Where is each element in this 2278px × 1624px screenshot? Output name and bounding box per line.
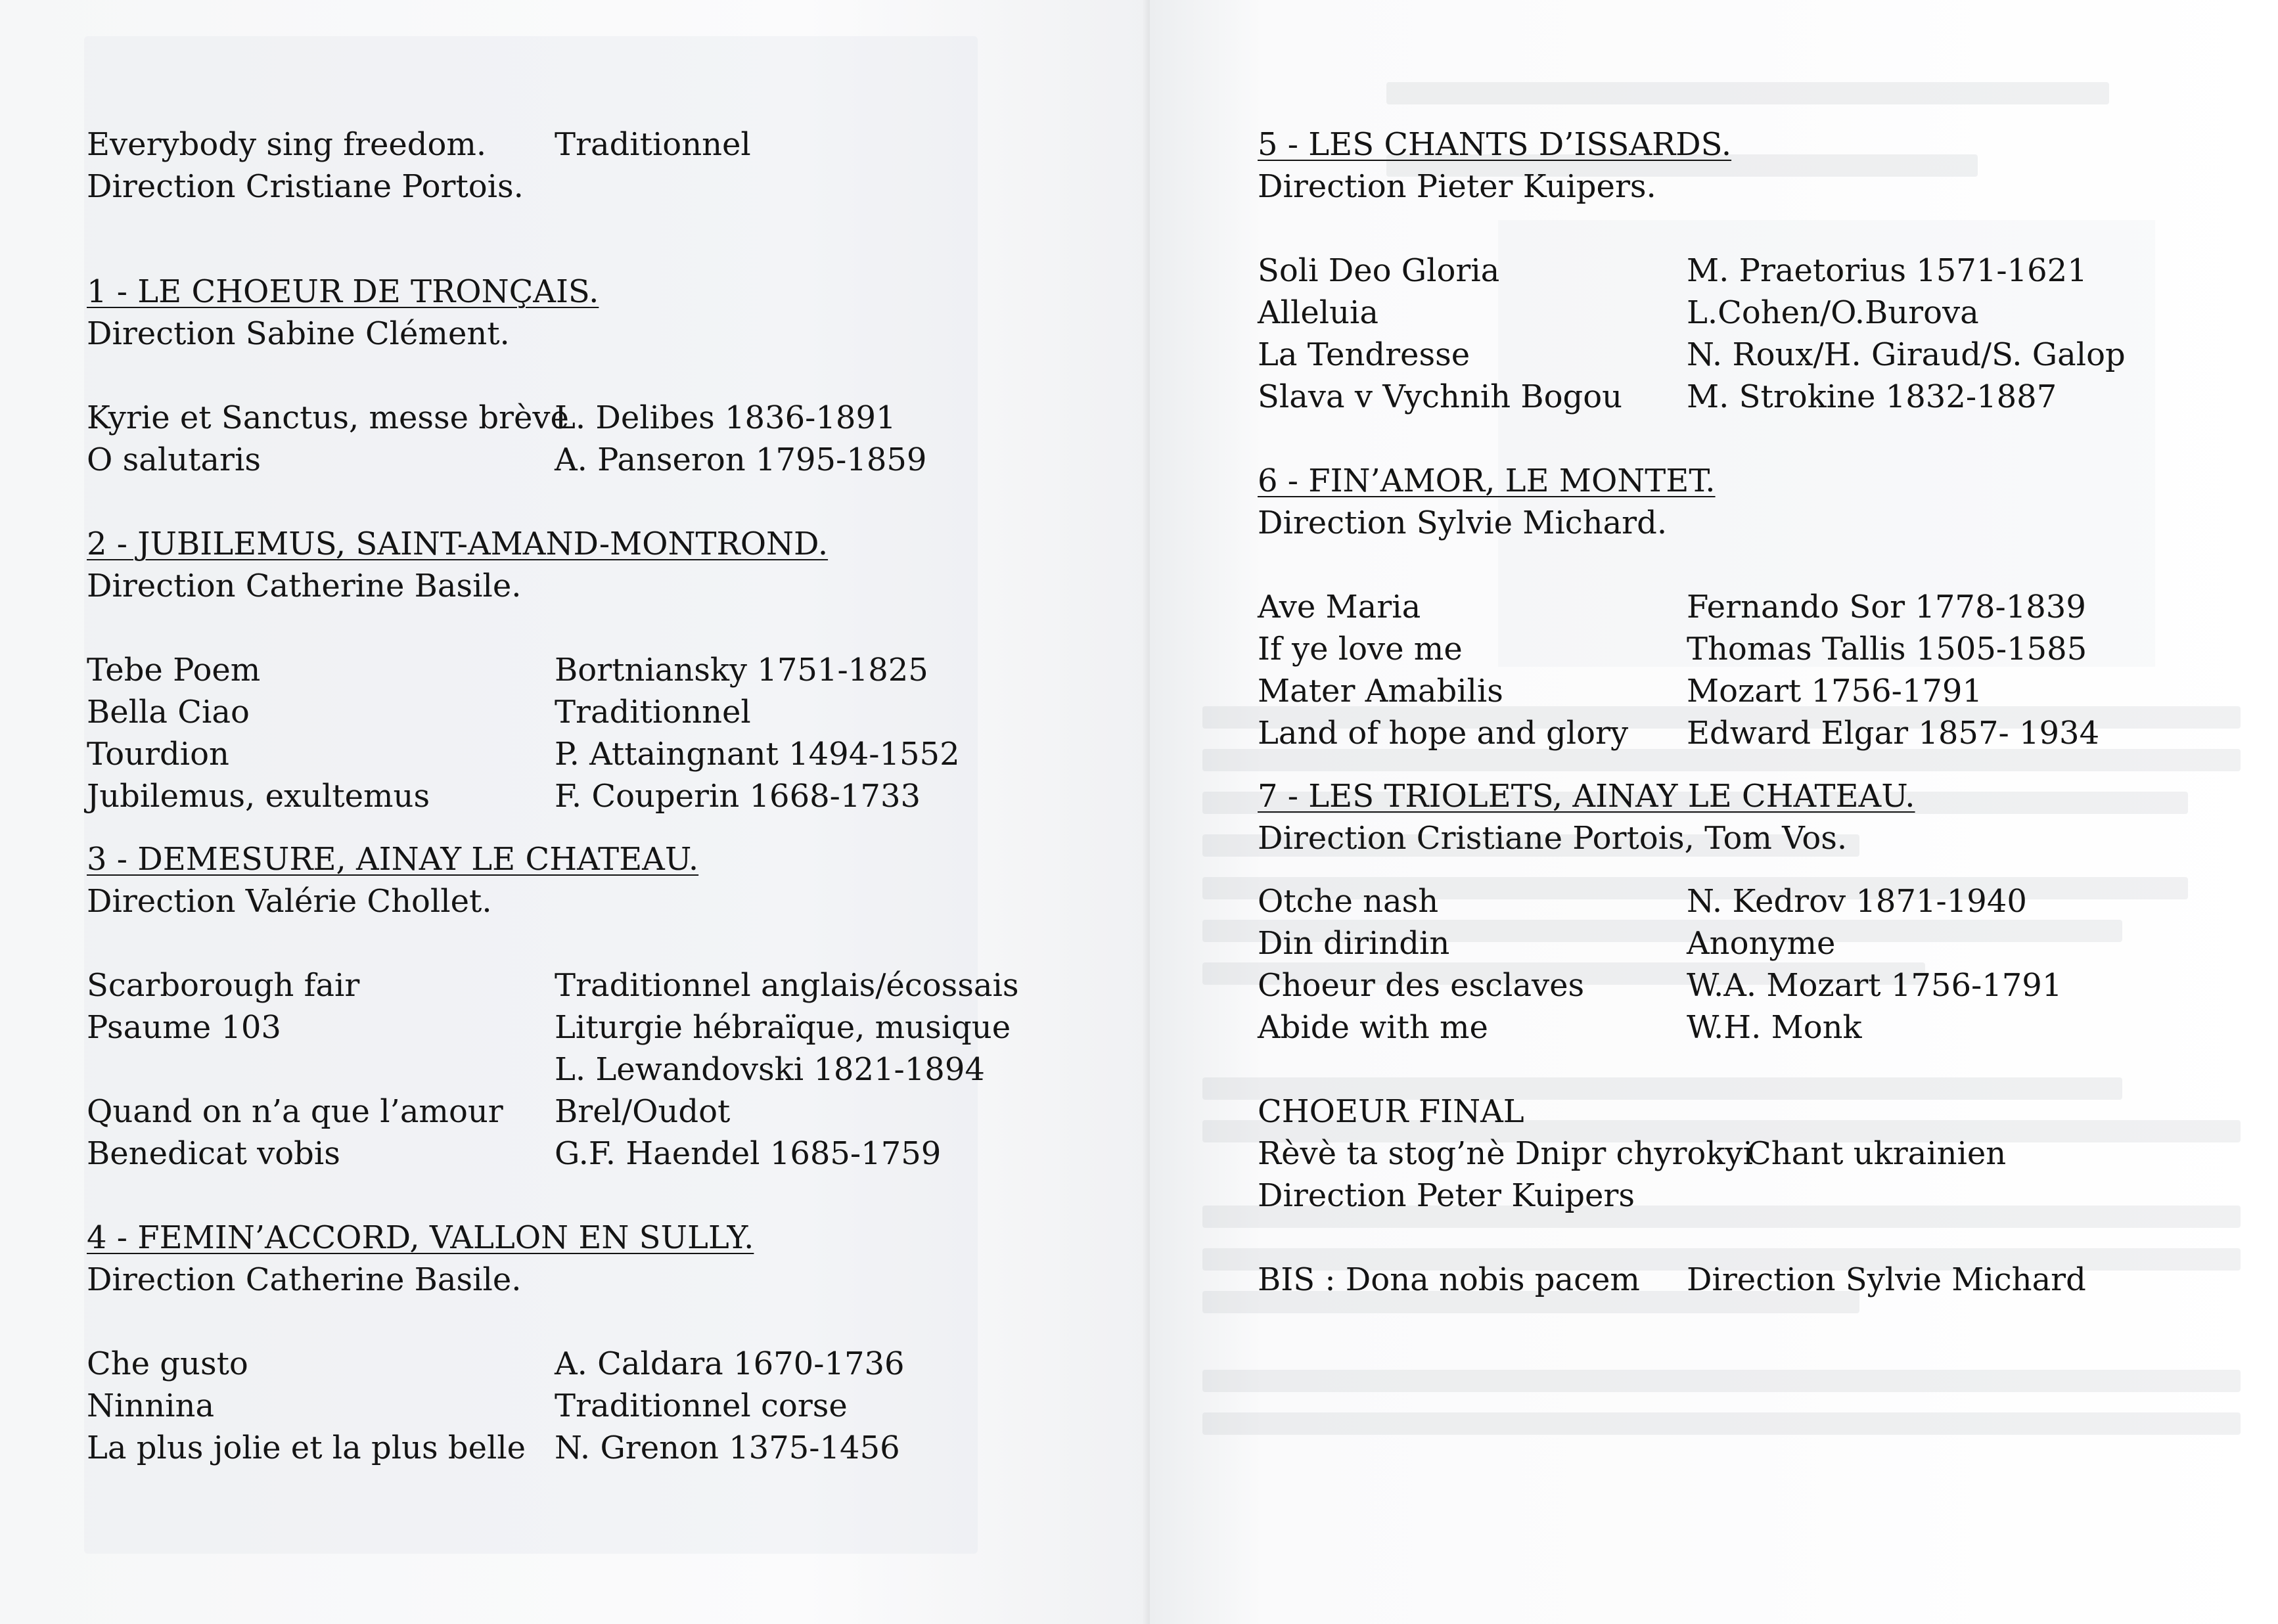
list-item: O salutaris A. Panseron 1795-1859 bbox=[87, 441, 927, 478]
list-item: Mater Amabilis Mozart 1756-1791 bbox=[1258, 673, 1982, 710]
choir-5-heading: 5 - LES CHANTS D’ISSARDS. bbox=[1258, 126, 1732, 163]
list-item: Soli Deo Gloria M. Praetorius 1571-1621 bbox=[1258, 252, 2087, 289]
list-item: Abide with me W.H. Monk bbox=[1258, 1009, 1862, 1046]
choir-2-heading: 2 - JUBILEMUS, SAINT-AMAND-MONTROND. bbox=[87, 526, 829, 562]
list-item: Ave Maria Fernando Sor 1778-1839 bbox=[1258, 589, 2086, 625]
list-item: Land of hope and glory Edward Elgar 1857- 1934 bbox=[1258, 715, 2100, 752]
intro-row bbox=[87, 124, 1125, 166]
right-page bbox=[1150, 0, 2278, 1624]
choir-2-director: Direction Catherine Basile. bbox=[87, 568, 522, 604]
piece-title: Everybody sing freedom. bbox=[87, 126, 487, 163]
choir-6-director: Direction Sylvie Michard. bbox=[1258, 505, 1668, 541]
choir-4-director: Direction Catherine Basile. bbox=[87, 1261, 522, 1298]
list-item: Choeur des esclaves W.A. Mozart 1756-1791 bbox=[1258, 967, 2062, 1004]
list-item: La Tendresse N. Roux/H. Giraud/S. Galop bbox=[1258, 336, 2126, 373]
right-program-column bbox=[1258, 124, 2243, 1301]
list-item: Che gusto A. Caldara 1670-1736 bbox=[87, 1345, 905, 1382]
list-item: L. Lewandovski 1821-1894 bbox=[555, 1051, 985, 1088]
show-through-text bbox=[1386, 82, 2109, 104]
choir-7-heading: 7 - LES TRIOLETS, AINAY LE CHATEAU. bbox=[1258, 778, 1915, 815]
choir-4-heading: 4 - FEMIN’ACCORD, VALLON EN SULLY. bbox=[87, 1219, 754, 1256]
list-item: Quand on n’a que l’amour Brel/Oudot bbox=[87, 1093, 731, 1130]
show-through-text bbox=[1202, 1412, 2241, 1435]
list-item: Slava v Vychnih Bogou M. Strokine 1832-1887 bbox=[1258, 378, 2057, 415]
list-item: Kyrie et Sanctus, messe brève L. Delibes 1836-1891 bbox=[87, 399, 896, 436]
list-item: Scarborough fair Traditionnel anglais/écossais bbox=[87, 967, 1019, 1004]
piece-composer: Traditionnel bbox=[555, 126, 751, 163]
choir-5-director: Direction Pieter Kuipers. bbox=[1258, 168, 1656, 205]
list-item: Din dirindin Anonyme bbox=[1258, 925, 1836, 962]
list-item: Jubilemus, exultemus F. Couperin 1668-1733 bbox=[87, 778, 921, 815]
choir-3-heading: 3 - DEMESURE, AINAY LE CHATEAU. bbox=[87, 841, 699, 878]
choir-7-director: Direction Cristiane Portois, Tom Vos. bbox=[1258, 820, 1848, 857]
list-item: Alleluia L.Cohen/O.Burova bbox=[1258, 294, 1979, 331]
list-item: Psaume 103 Liturgie hébraïque, musique bbox=[87, 1009, 1011, 1046]
list-item: Ninnina Traditionnel corse bbox=[87, 1387, 848, 1424]
choir-6-heading: 6 - FIN’AMOR, LE MONTET. bbox=[1258, 462, 1716, 499]
final-chorus-song: Rèvè ta stog’nè Dnipr chyrokyi Chant ukrainien bbox=[1258, 1135, 2007, 1172]
list-item: Bella Ciao Traditionnel bbox=[87, 694, 751, 731]
final-chorus-director: Direction Peter Kuipers bbox=[1258, 1177, 1635, 1214]
list-item: La plus jolie et la plus belle N. Grenon 1375-1456 bbox=[87, 1430, 900, 1466]
final-chorus-heading: CHOEUR FINAL bbox=[1258, 1093, 1524, 1130]
list-item: If ye love me Thomas Tallis 1505-1585 bbox=[1258, 631, 2087, 667]
encore-row: BIS : Dona nobis pacem Direction Sylvie Michard bbox=[1258, 1261, 2086, 1298]
list-item: Otche nash N. Kedrov 1871-1940 bbox=[1258, 883, 2027, 920]
choir-1-heading: 1 - LE CHOEUR DE TRONÇAIS. bbox=[87, 273, 599, 310]
choir-3-director: Direction Valérie Chollet. bbox=[87, 883, 492, 920]
choir-1-director: Direction Sabine Clément. bbox=[87, 315, 510, 352]
list-item: Tourdion P. Attaingnant 1494-1552 bbox=[87, 736, 960, 773]
intro-director: Direction Cristiane Portois. bbox=[87, 168, 524, 205]
list-item: Benedicat vobis G.F. Haendel 1685-1759 bbox=[87, 1135, 942, 1172]
left-program-column bbox=[87, 124, 1125, 1469]
list-item: Tebe Poem Bortniansky 1751-1825 bbox=[87, 652, 928, 688]
show-through-text bbox=[1202, 1370, 2241, 1392]
